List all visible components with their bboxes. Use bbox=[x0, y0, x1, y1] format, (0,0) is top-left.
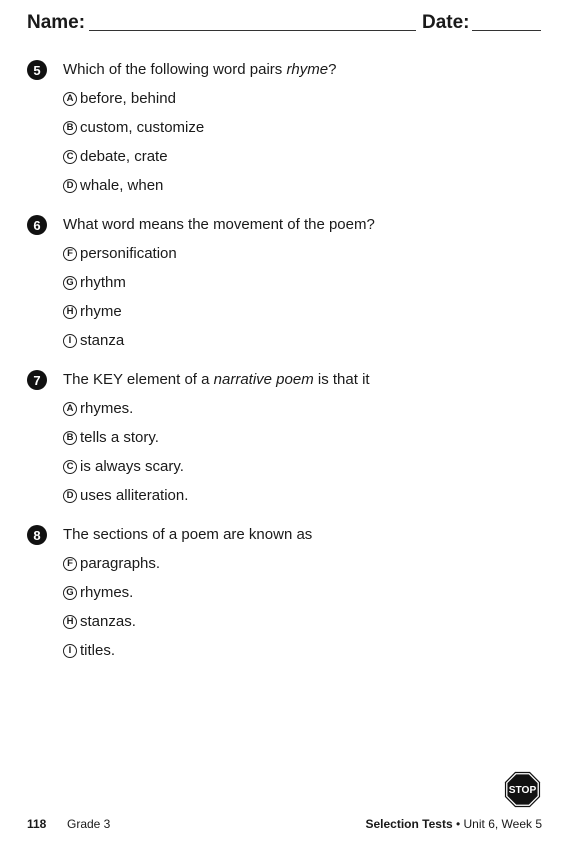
answer-option[interactable] bbox=[63, 177, 163, 194]
question-stem: The KEY element of a narrative poem is that it bbox=[63, 371, 370, 388]
date-field[interactable] bbox=[472, 30, 541, 31]
answer-bubble[interactable]: A bbox=[63, 402, 77, 416]
stop-sign-icon bbox=[504, 771, 541, 808]
answer-bubble[interactable]: D bbox=[63, 179, 77, 193]
answer-text: stanzas. bbox=[80, 613, 136, 630]
name-label: Name: bbox=[27, 12, 86, 33]
answer-option[interactable] bbox=[63, 274, 126, 291]
answer-bubble[interactable]: F bbox=[63, 557, 77, 571]
question-stem: What word means the movement of the poem? bbox=[63, 216, 375, 233]
answer-text: is always scary. bbox=[80, 458, 184, 475]
answer-text: before, behind bbox=[80, 90, 176, 107]
footer-test-info bbox=[365, 817, 542, 831]
answer-text: rhymes. bbox=[80, 584, 134, 601]
footer-bullet: • bbox=[455, 817, 461, 831]
unit-week: Unit 6, Week 5 bbox=[463, 817, 542, 831]
answer-text: debate, crate bbox=[80, 148, 168, 165]
question-number-badge: 6 bbox=[27, 215, 47, 235]
answer-bubble[interactable]: H bbox=[63, 305, 77, 319]
name-field[interactable] bbox=[89, 30, 416, 31]
answer-bubble[interactable]: I bbox=[63, 334, 77, 348]
answer-option[interactable] bbox=[63, 642, 115, 659]
answer-option[interactable] bbox=[63, 613, 136, 630]
answer-option[interactable] bbox=[63, 245, 177, 262]
question-number-badge: 8 bbox=[27, 525, 47, 545]
answer-option[interactable] bbox=[63, 584, 133, 601]
answer-option[interactable] bbox=[63, 332, 124, 349]
answer-text: rhymes. bbox=[80, 400, 134, 417]
answer-text: custom, customize bbox=[80, 119, 205, 136]
answer-option[interactable] bbox=[63, 555, 160, 572]
grade-label: Grade 3 bbox=[67, 817, 111, 831]
answer-bubble[interactable]: B bbox=[63, 431, 77, 445]
question-number-badge: 5 bbox=[27, 60, 47, 80]
answer-option[interactable] bbox=[63, 429, 159, 446]
header bbox=[27, 12, 542, 36]
answer-bubble[interactable]: C bbox=[63, 150, 77, 164]
answer-option[interactable] bbox=[63, 119, 204, 136]
page-number: 118 bbox=[27, 817, 47, 831]
test-title: Selection Tests bbox=[365, 817, 453, 831]
answer-bubble[interactable]: G bbox=[63, 586, 77, 600]
answer-bubble[interactable]: I bbox=[63, 644, 77, 658]
answer-bubble[interactable]: F bbox=[63, 247, 77, 261]
answer-bubble[interactable]: G bbox=[63, 276, 77, 290]
question-stem: The sections of a poem are known as bbox=[63, 526, 313, 543]
answer-bubble[interactable]: B bbox=[63, 121, 77, 135]
answer-bubble[interactable]: C bbox=[63, 460, 77, 474]
answer-text: rhyme bbox=[80, 303, 122, 320]
answer-bubble[interactable]: D bbox=[63, 489, 77, 503]
answer-text: titles. bbox=[80, 642, 116, 659]
answer-option[interactable] bbox=[63, 148, 168, 165]
answer-option[interactable] bbox=[63, 400, 133, 417]
answer-option[interactable] bbox=[63, 487, 188, 504]
answer-text: stanza bbox=[80, 332, 125, 349]
answer-text: personification bbox=[80, 245, 177, 262]
answer-text: uses alliteration. bbox=[80, 487, 189, 504]
answer-text: rhythm bbox=[80, 274, 126, 291]
stop-sign-text: STOP bbox=[508, 785, 537, 797]
answer-text: paragraphs. bbox=[80, 555, 161, 572]
answer-option[interactable] bbox=[63, 303, 122, 320]
answer-text: whale, when bbox=[80, 177, 164, 194]
answer-bubble[interactable]: A bbox=[63, 92, 77, 106]
question-number-badge: 7 bbox=[27, 370, 47, 390]
answer-text: tells a story. bbox=[80, 429, 159, 446]
question-stem: Which of the following word pairs rhyme? bbox=[63, 61, 337, 78]
answer-option[interactable] bbox=[63, 90, 176, 107]
answer-option[interactable] bbox=[63, 458, 184, 475]
answer-bubble[interactable]: H bbox=[63, 615, 77, 629]
date-label: Date: bbox=[422, 12, 470, 33]
